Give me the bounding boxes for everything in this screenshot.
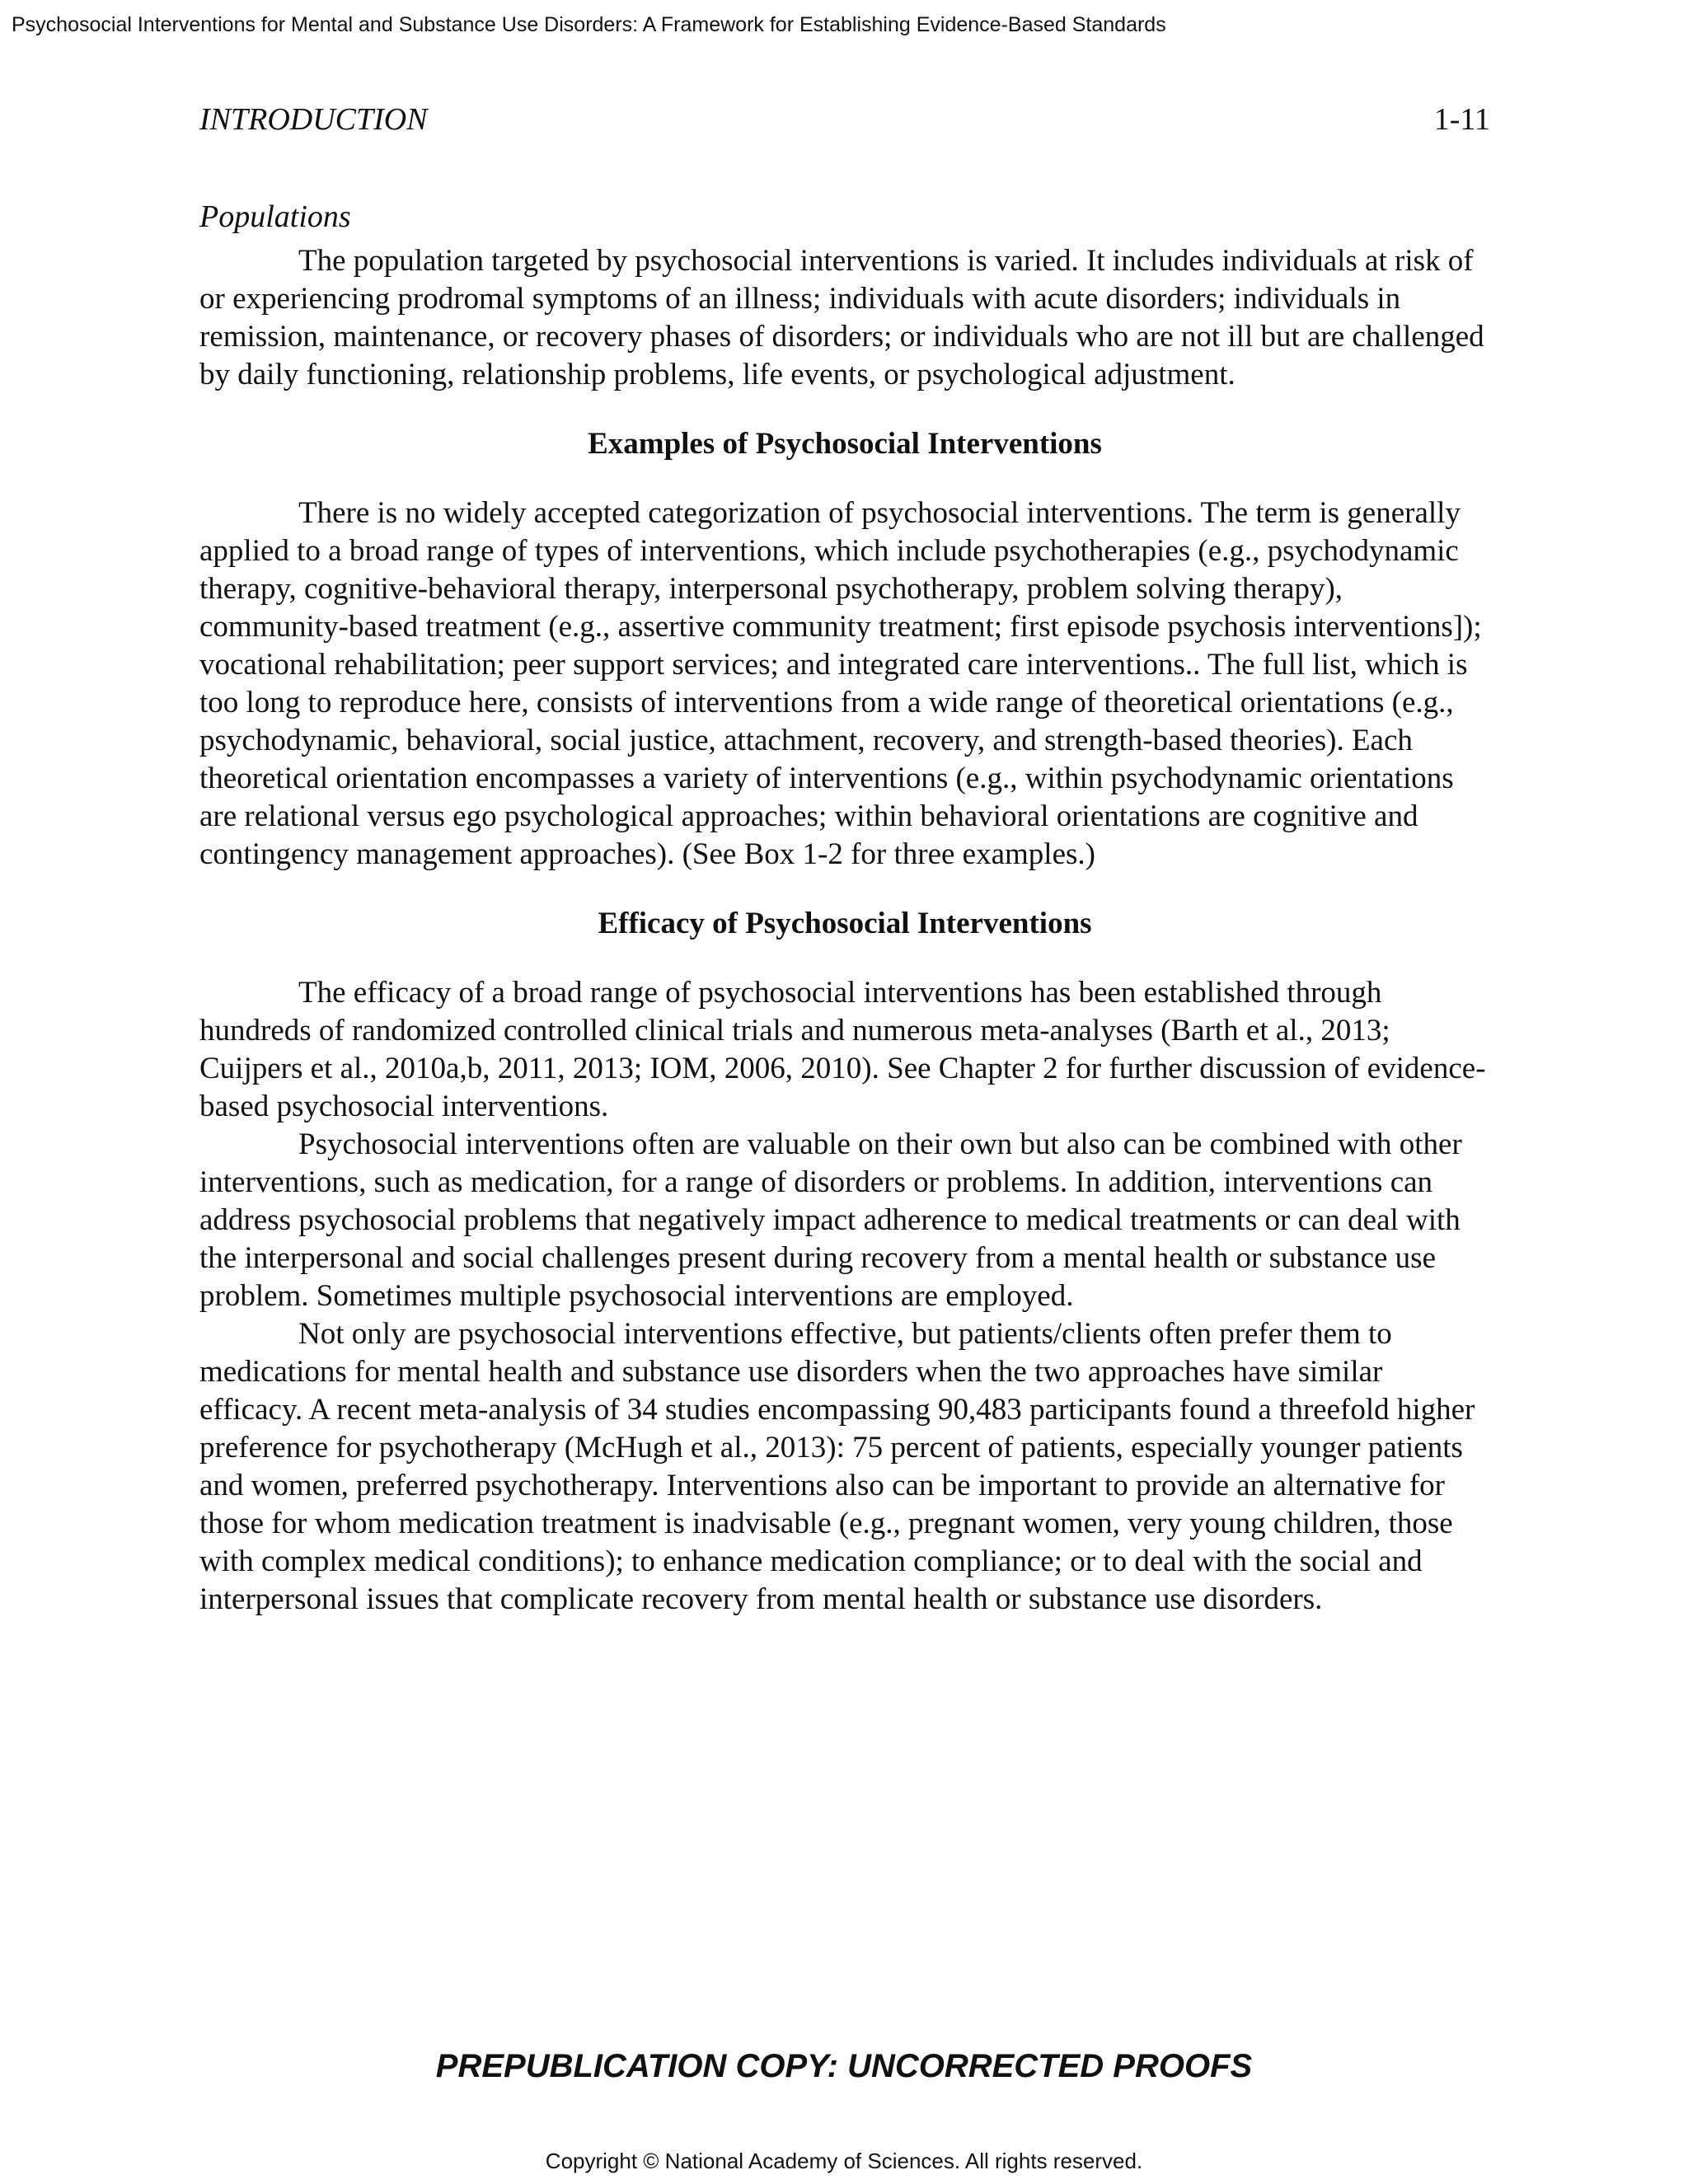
page-number: 1-11 — [1433, 102, 1490, 137]
paragraph: The population targeted by psychosocial interventions is varied. It includes individuals at risk of or experiencing prodromal symptoms of an illness; individuals with acute disorders; individuals in remission, maintenance, or recovery phases of disorders; or individuals who are not ill but are challenged by daily functioning, relationship problems, life events, or psychological adjustment. — [199, 244, 1484, 391]
paragraph: Psychosocial interventions often are valuable on their own but also can be combined with other interventions, such as medication, for a range of disorders or problems. In addition, interventions can address psychosocial problems that negatively impact adherence to medical treatments or can deal with the interpersonal and social challenges present during recovery from a mental health or substance use problem. Sometimes multiple psychosocial interventions are employed. — [199, 1127, 1462, 1313]
paragraph: The efficacy of a broad range of psychosocial interventions has been established through hundreds of randomized controlled clinical trials and numerous meta-analyses (Barth et al., 2013; Cuijpers et al., 2010a,b, 2011, 2013; IOM, 2006, 2010). See Chapter 2 for further discussion of evidence-based psychosocial interventions. — [199, 976, 1486, 1123]
document-body — [199, 196, 1490, 1619]
paragraph: There is no widely accepted categorization of psychosocial interventions. The term is generally applied to a broad range of types of interventions, which include psychotherapies (e.g., psychodynamic therapy, cognitive-behavioral therapy, interpersonal psychotherapy, problem solving therapy), community-based treatment (e.g., assertive community treatment; first episode psychosis interventions]); vocational rehabilitation; peer support services; and integrated care interventions.. The full list, which is too long to reproduce here, consists of interventions from a wide range of theoretical orientations (e.g., psychodynamic, behavioral, social justice, attachment, recovery, and strength-based theories). Each theoretical orientation encompasses a variety of interventions (e.g., within psychodynamic orientations are relational versus ego psychological approaches; within behavioral orientations are cognitive and contingency management approaches). (See Box 1-2 for three examples.) — [199, 496, 1482, 871]
chapter-title: INTRODUCTION — [199, 102, 428, 137]
section-heading-populations: Populations — [199, 199, 351, 234]
section-heading-examples: Examples of Psychosocial Interventions — [588, 427, 1102, 461]
paragraph: Not only are psychosocial interventions effective, but patients/clients often prefer them to medications for mental health and substance use disorders when the two approaches have similar efficacy. A recent meta-analysis of 34 studies encompassing 90,483 participants found a threefold higher preference for psychotherapy (McHugh et al., 2013): 75 percent of patients, especially younger patients and women, preferred psychotherapy. Interventions also can be important to provide an alternative for those for whom medication treatment is inadvisable (e.g., pregnant women, very young children, those with complex medical conditions); to enhance medication compliance; or to deal with the social and interpersonal issues that complicate recovery from mental health or substance use disorders. — [199, 1317, 1475, 1616]
page-header — [199, 99, 1490, 140]
running-title: Psychosocial Interventions for Mental and Substance Use Disorders: A Framework for Establishing Evidence-Based Standards — [12, 13, 1166, 36]
copyright-notice: Copyright © National Academy of Sciences. All rights reserved. — [545, 2149, 1143, 2173]
section-heading-efficacy: Efficacy of Psychosocial Interventions — [598, 907, 1092, 940]
prepublication-banner: PREPUBLICATION COPY: UNCORRECTED PROOFS — [435, 2048, 1253, 2084]
